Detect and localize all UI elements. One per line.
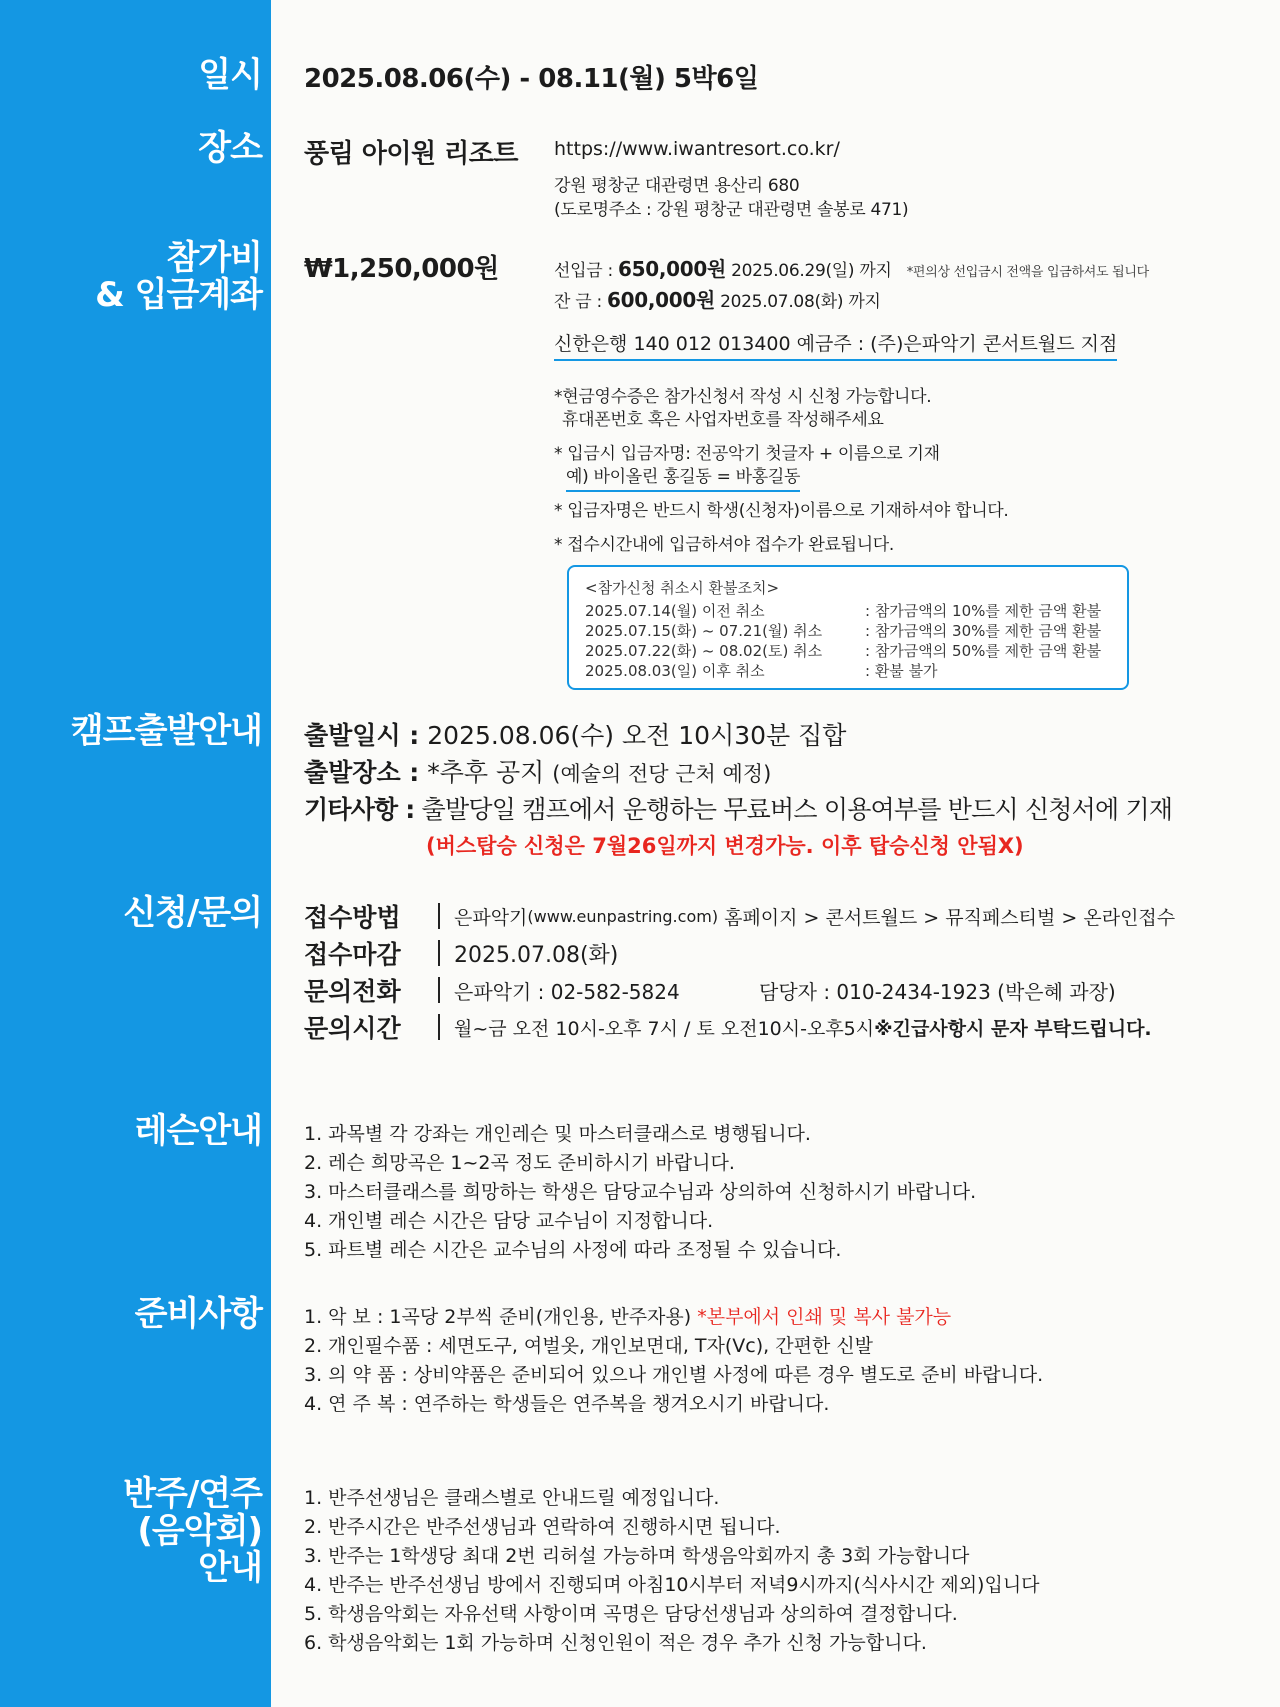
prep-item-label: 4. 연 주 복 : bbox=[304, 1393, 408, 1415]
prep-item-text: 상비약품은 준비되어 있으나 개인별 사정에 따른 경우 별도로 준비 바랍니다. bbox=[413, 1364, 1044, 1386]
note-depositor-1: * 입금시 입금자명: 전공악기 첫글자 + 이름으로 기재 bbox=[554, 444, 940, 464]
lesson-item: 5. 파트별 레슨 시간은 교수님의 사정에 따라 조정될 수 있습니다. bbox=[304, 1239, 842, 1261]
balance-due: 2025.07.08(화) 까지 bbox=[720, 292, 881, 312]
accomp-item: 6. 학생음악회는 1회 가능하며 신청인원이 적은 경우 추가 신청 가능합니다. bbox=[304, 1632, 927, 1654]
depart-place-value: *추후 공지 bbox=[427, 758, 545, 787]
note-deposit-time: * 접수시간내에 입금하셔야 접수가 완료됩니다. bbox=[554, 535, 895, 555]
refund-period: 2025.07.14(월) 이전 취소 bbox=[585, 602, 765, 620]
label-depart: 캠프출발안내 bbox=[70, 711, 262, 751]
prep-item bbox=[304, 1389, 829, 1416]
note-receipt-2: 휴대폰번호 혹은 사업자번호를 작성해주세요 bbox=[562, 410, 884, 430]
depart-time bbox=[304, 716, 846, 752]
bus-note: (버스탑승 신청은 7월26일까지 변경가능. 이후 탑승신청 안됨X) bbox=[426, 834, 1024, 858]
refund-title: <참가신청 취소시 환불조치> bbox=[585, 579, 780, 597]
refund-policy: : 참가금액의 10%를 제한 금액 환불 bbox=[865, 602, 1102, 620]
depart-place bbox=[304, 753, 771, 789]
apply-hours-row bbox=[304, 1009, 1152, 1045]
lesson-item: 4. 개인별 레슨 시간은 담당 교수님이 지정합니다. bbox=[304, 1210, 714, 1232]
apply-manager-value: 담당자 : 010-2434-1923 (박은혜 과장) bbox=[759, 979, 1116, 1004]
apply-deadline-row bbox=[304, 935, 618, 971]
bank-account: 신한은행 140 012 013400 예금주 : (주)은파악기 콘서트월드 지점 bbox=[554, 329, 1117, 361]
prep-item-note: *본부에서 인쇄 및 복사 불가능 bbox=[697, 1306, 952, 1328]
label-prep: 준비사항 bbox=[134, 1294, 262, 1334]
note-student-name: * 입금자명은 반드시 학생(신청자)이름으로 기재하셔야 합니다. bbox=[554, 501, 1009, 521]
prep-item-text: 1곡당 2부씩 준비(개인용, 반주자용) bbox=[389, 1306, 698, 1328]
label-date: 일시 bbox=[198, 55, 262, 95]
accomp-item: 1. 반주선생님은 클래스별로 안내드릴 예정입니다. bbox=[304, 1487, 720, 1509]
refund-period: 2025.07.22(화) ~ 08.02(토) 취소 bbox=[585, 642, 823, 660]
prep-item-text: 세면도구, 여벌옷, 개인보면대, T자(Vc), 간편한 신발 bbox=[438, 1335, 874, 1357]
accomp-item: 3. 반주는 1학생당 최대 2번 리허설 가능하며 학생음악회까지 총 3회 가능합니다 bbox=[304, 1545, 970, 1567]
refund-period: 2025.08.03(일) 이후 취소 bbox=[585, 662, 765, 680]
deposit-row bbox=[554, 253, 1149, 282]
depart-time-value: 2025.08.06(수) 오전 10시30분 집합 bbox=[427, 721, 847, 750]
lesson-item: 2. 레슨 희망곡은 1~2곡 정도 준비하시기 바랍니다. bbox=[304, 1152, 735, 1174]
place-road-address: (도로명주소 : 강원 평창군 대관령면 솔봉로 471) bbox=[554, 200, 909, 220]
lesson-item: 3. 마스터클래스를 희망하는 학생은 담당교수님과 상의하여 신청하시기 바랍니다. bbox=[304, 1181, 977, 1203]
label-accomp-line1: 반주/연주 bbox=[123, 1474, 262, 1514]
divider bbox=[438, 940, 440, 966]
deposit-label: 선입금 : bbox=[554, 261, 613, 281]
deposit-note: *편의상 선입금시 전액을 입금하셔도 됩니다 bbox=[906, 265, 1149, 280]
balance-amount: 600,000원 bbox=[607, 288, 716, 312]
apply-method-b: 홈페이지 > 콘서트월드 > 뮤직페스티벌 > 온라인접수 bbox=[724, 906, 1176, 929]
deposit-amount: 650,000원 bbox=[618, 257, 727, 281]
refund-policy: : 환불 불가 bbox=[865, 662, 938, 680]
divider bbox=[438, 903, 440, 929]
label-place: 장소 bbox=[198, 128, 262, 168]
note-receipt-1: *현금영수증은 참가신청서 작성 시 신청 가능합니다. bbox=[554, 387, 932, 407]
refund-policy: : 참가금액의 30%를 제한 금액 환불 bbox=[865, 622, 1102, 640]
label-accomp-line2: (음악회) bbox=[137, 1511, 262, 1551]
apply-hours-value: 월~금 오전 10시-오후 7시 / 토 오전10시-오후5시 bbox=[454, 1017, 875, 1040]
accomp-item: 5. 학생음악회는 자유선택 사항이며 곡명은 담당선생님과 상의하여 결정합니다. bbox=[304, 1603, 958, 1625]
divider bbox=[438, 977, 440, 1003]
depart-etc-value: 출발당일 캠프에서 운행하는 무료버스 이용여부를 반드시 신청서에 기재 bbox=[421, 795, 1173, 824]
label-fee bbox=[12, 240, 262, 314]
label-apply: 신청/문의 bbox=[123, 893, 262, 933]
apply-hours-note: ※긴급사항시 문자 부탁드립니다. bbox=[874, 1017, 1152, 1040]
apply-phone-label: 문의전화 bbox=[304, 977, 401, 1006]
depart-place-label: 출발장소 : bbox=[304, 758, 420, 787]
label-lesson: 레슨안내 bbox=[134, 1111, 262, 1151]
divider bbox=[438, 1014, 440, 1040]
apply-deadline-label: 접수마감 bbox=[304, 940, 401, 969]
depart-etc bbox=[304, 790, 1172, 826]
note-depositor-2: 예) 바이올린 홍길동 = 바홍길동 bbox=[566, 462, 800, 492]
label-fee-line1: 참가비 bbox=[166, 238, 262, 278]
prep-item bbox=[304, 1302, 951, 1329]
prep-item-text: 연주하는 학생들은 연주복을 챙겨오시기 바랍니다. bbox=[413, 1393, 830, 1415]
apply-deadline-value: 2025.07.08(화) bbox=[454, 942, 619, 968]
date-text: 2025.08.06(수) - 08.11(월) 5박6일 bbox=[304, 64, 759, 94]
place-name: 풍림 아이원 리조트 bbox=[304, 139, 519, 169]
balance-label: 잔 금 : bbox=[554, 292, 602, 312]
depart-time-label: 출발일시 : bbox=[304, 721, 420, 750]
apply-phone-row bbox=[304, 972, 1116, 1008]
prep-item-label: 3. 의 약 품 : bbox=[304, 1364, 408, 1386]
apply-method-url[interactable]: (www.eunpastring.com) bbox=[527, 906, 719, 926]
label-fee-line2: & 입금계좌 bbox=[95, 275, 262, 315]
depart-etc-label: 기타사항 : bbox=[304, 795, 415, 824]
apply-hours-label: 문의시간 bbox=[304, 1014, 401, 1043]
refund-period: 2025.07.15(화) ~ 07.21(월) 취소 bbox=[585, 622, 823, 640]
apply-phone-value: 은파악기 : 02-582-5824 bbox=[454, 979, 680, 1004]
prep-item bbox=[304, 1331, 873, 1358]
prep-item bbox=[304, 1360, 1043, 1387]
apply-method-a: 은파악기 bbox=[454, 906, 528, 929]
balance-row bbox=[554, 284, 881, 313]
apply-method-row bbox=[304, 898, 1175, 934]
lesson-item: 1. 과목별 각 강좌는 개인레슨 및 마스터클래스로 병행됩니다. bbox=[304, 1123, 811, 1145]
place-url-link[interactable]: https://www.iwantresort.co.kr/ bbox=[554, 138, 840, 160]
prep-item-label: 1. 악 보 : bbox=[304, 1306, 384, 1328]
refund-box bbox=[567, 565, 1129, 690]
accomp-item: 4. 반주는 반주선생님 방에서 진행되며 아침10시부터 저녁9시까지(식사시간 제외)입니다 bbox=[304, 1574, 1040, 1596]
label-accomp bbox=[12, 1476, 262, 1587]
label-accomp-line3: 안내 bbox=[198, 1548, 262, 1588]
apply-method-label: 접수방법 bbox=[304, 903, 401, 932]
place-address: 강원 평창군 대관령면 용산리 680 bbox=[554, 176, 800, 196]
depart-place-note: (예술의 전당 근처 예정) bbox=[552, 762, 772, 786]
refund-policy: : 참가금액의 50%를 제한 금액 환불 bbox=[865, 642, 1102, 660]
accomp-item: 2. 반주시간은 반주선생님과 연락하여 진행하시면 됩니다. bbox=[304, 1516, 781, 1538]
prep-item-label: 2. 개인필수품 : bbox=[304, 1335, 433, 1357]
fee-total: ₩1,250,000원 bbox=[304, 254, 499, 284]
deposit-due: 2025.06.29(일) 까지 bbox=[731, 261, 892, 281]
